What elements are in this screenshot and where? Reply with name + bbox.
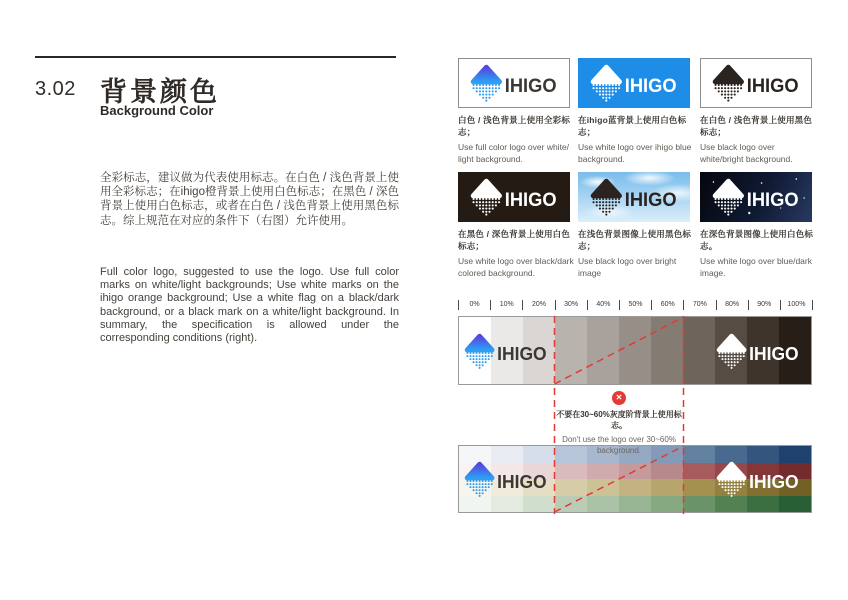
tile-caption-en: Use white logo over blue/dark image.	[700, 256, 812, 278]
tile-caption-4	[578, 228, 696, 279]
tile-caption-cn: 在浅色背景图像上使用黑色标志；	[578, 229, 692, 251]
logo-cloud-mark	[467, 464, 492, 478]
color-segment	[619, 496, 651, 513]
logo-cloud-mark	[715, 181, 741, 196]
color-segment	[747, 496, 779, 513]
color-segment	[459, 496, 491, 513]
color-segment	[619, 479, 651, 496]
color-segment	[587, 496, 619, 513]
tile-caption-cn: 在黑色 / 深色背景上使用白色标志；	[458, 229, 571, 251]
tile-caption-en: Use full color logo over white/ light background.	[458, 142, 570, 164]
color-segment	[683, 463, 715, 480]
gray-segment	[555, 317, 587, 384]
ihigo-logo-full	[470, 63, 558, 103]
color-segment	[651, 463, 683, 480]
scale-labels	[458, 300, 813, 310]
logo-wordmark: IHIGO	[504, 190, 557, 212]
logo-cloud-mark	[467, 336, 492, 350]
intro-paragraph-en: Full color logo, suggested to use the logo. Use full color marks on white/light backgrounds; Use white marks on the ihigo orange background; Use a white flag on a black/dark background, or a black mark on a white/light background. In summary, the specification is allowed under the corresponding conditions (right).	[100, 266, 399, 345]
logo-cloud-mark	[473, 67, 499, 82]
scale-label: 40%	[587, 300, 619, 310]
logo-cloud-mark	[719, 336, 744, 350]
color-segment	[491, 496, 523, 513]
tile-caption-0	[458, 114, 576, 165]
color-segment	[523, 496, 555, 513]
tile-caption-5	[700, 228, 818, 279]
logo-wordmark: IHIGO	[749, 342, 799, 364]
gray-segment	[683, 317, 715, 384]
color-row-green	[459, 496, 811, 513]
color-segment	[619, 463, 651, 480]
intro-paragraph-cn: 全彩标志，建议做为代表使用标志。在白色 / 浅色背景上使用全彩标志；在ihigo橙背景上使用白色标志；在黑色 / 深色背景上使用白色标志，或者在白色 / 浅色背景上使用黑色标志。综上规范在对应的条件下（右图）允许使用。	[100, 172, 399, 227]
logo-wordmark: IHIGO	[504, 76, 557, 98]
color-segment	[555, 496, 587, 513]
page-title-cn: 背景颜色	[100, 77, 220, 107]
warning-text-cn: 不要在30~60%灰度阶背景上使用标志。	[556, 410, 682, 430]
logo-tile-white-full	[458, 58, 570, 108]
warning-text-en-line2: background.	[596, 446, 642, 455]
ihigo-logo-full	[464, 460, 548, 498]
color-segment	[555, 479, 587, 496]
gray-segment	[651, 317, 683, 384]
logo-cloud-mark	[473, 181, 499, 196]
ihigo-logo-white	[712, 177, 800, 217]
scale-label: 60%	[651, 300, 683, 310]
tile-caption-en: Use white logo over ihigo blue background.	[578, 142, 692, 164]
color-segment	[587, 463, 619, 480]
tile-caption-2	[700, 114, 818, 165]
color-segment	[587, 479, 619, 496]
logo-wordmark: IHIGO	[749, 470, 799, 492]
scale-label: 90%	[748, 300, 780, 310]
scale-label: 10%	[490, 300, 522, 310]
ihigo-logo-full	[464, 332, 548, 370]
logo-cloud-mark	[715, 67, 741, 82]
color-segment	[715, 496, 747, 513]
scale-label: 100%	[780, 300, 812, 310]
tile-caption-1	[578, 114, 696, 165]
logo-wordmark: IHIGO	[746, 76, 799, 98]
ihigo-logo-white	[716, 332, 800, 370]
logo-tiles-grid	[458, 58, 814, 278]
color-segment	[555, 463, 587, 480]
color-segment	[651, 496, 683, 513]
color-segment	[683, 479, 715, 496]
scale-label: 70%	[683, 300, 715, 310]
grayscale-bar	[458, 316, 812, 385]
ihigo-logo-white	[590, 63, 678, 103]
tile-caption-en: Use white logo over black/dark colored background.	[458, 256, 574, 278]
tile-caption-cn: 在深色背景图像上使用白色标志。	[700, 229, 814, 251]
tile-caption-en: Use black logo over bright image	[578, 256, 677, 278]
logo-tile-blue-white	[578, 58, 690, 108]
ihigo-logo-white	[716, 460, 800, 498]
color-segment	[779, 496, 811, 513]
scale-label: 20%	[522, 300, 554, 310]
ihigo-logo-black	[712, 63, 800, 103]
scale-label: 30%	[555, 300, 587, 310]
logo-tile-night-white	[700, 172, 812, 222]
warning-text-en-line1: Don't use the logo over 30~60%	[562, 435, 676, 444]
color-segment	[683, 496, 715, 513]
ihigo-logo-black	[590, 177, 678, 217]
forbidden-icon: ✕	[612, 391, 626, 405]
restriction-warning	[556, 391, 682, 456]
color-segment	[651, 479, 683, 496]
logo-wordmark: IHIGO	[497, 342, 547, 364]
tile-caption-en: Use black logo over white/bright background.	[700, 142, 793, 164]
logo-tile-sky-black	[578, 172, 690, 222]
gray-segment	[587, 317, 619, 384]
logo-wordmark: IHIGO	[746, 190, 799, 212]
page-title-en: Background Color	[100, 103, 214, 118]
logo-wordmark: IHIGO	[624, 190, 677, 212]
tile-caption-3	[458, 228, 576, 279]
logo-on-dark-colors	[716, 460, 800, 498]
scale-label: 50%	[619, 300, 651, 310]
logo-tile-dark-white	[458, 172, 570, 222]
logo-on-light-colors	[464, 460, 548, 498]
scale-label: 80%	[716, 300, 748, 310]
logo-cloud-mark	[719, 464, 744, 478]
tile-caption-cn: 在白色 / 浅色背景上使用黑色标志；	[700, 115, 813, 137]
logo-cloud-mark	[593, 181, 619, 196]
logo-tile-white-black	[700, 58, 812, 108]
scale-label: 0%	[458, 300, 490, 310]
section-divider-rule	[35, 56, 396, 58]
color-segment	[683, 446, 715, 463]
logo-on-dark-gray	[716, 332, 800, 370]
gray-segment	[619, 317, 651, 384]
tile-caption-cn: 在ihigo蓝背景上使用白色标志；	[578, 115, 687, 137]
logo-wordmark: IHIGO	[624, 76, 677, 98]
tile-caption-cn: 白色 / 浅色背景上使用全彩标志；	[458, 115, 571, 137]
ihigo-logo-white	[470, 177, 558, 217]
logo-wordmark: IHIGO	[497, 470, 547, 492]
logo-cloud-mark	[593, 67, 619, 82]
logo-on-light-gray	[464, 332, 548, 370]
section-number: 3.02	[35, 78, 76, 100]
